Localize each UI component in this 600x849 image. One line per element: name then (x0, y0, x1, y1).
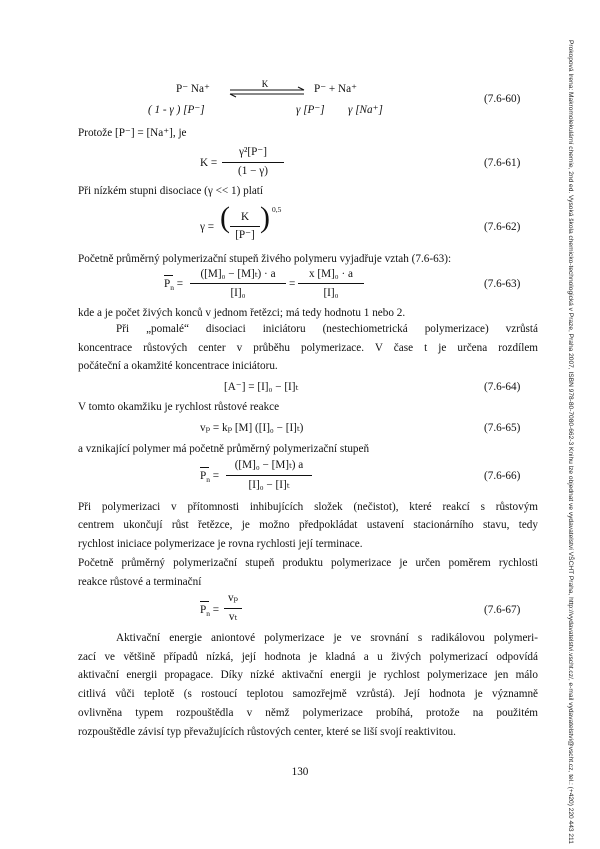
eq61-fraction-bar (222, 162, 284, 163)
eq61-number: (7.6-61) (484, 157, 521, 169)
text-kde-a: kde a je počet živých konců v jednom řetězci; má tedy hodnotu 1 nebo 2. (78, 307, 406, 319)
eq62-number: (7.6-62) (484, 221, 521, 233)
eq66-number: (7.6-66) (484, 470, 521, 482)
para1-line-1: Při „pomalé“ disociaci iniciátoru (nestechiometrická polymerizace) vzrůstá (116, 323, 538, 335)
para1-line-2: koncentrace růstových center v průběhu polymerizace. V čase t je určena rozdílem (78, 342, 538, 354)
eq61-numerator: γ²[P⁻] (239, 146, 267, 158)
eq67-denominator: vₜ (228, 611, 238, 623)
para4-line-2: zací ve většině případů nízká, její hodnota je kladná a u živých polymerizací odpovídá (78, 651, 538, 663)
equilibrium-arrows-icon (228, 80, 306, 98)
eq67-lhs: $P_n$ = (200, 604, 220, 619)
para4-line-6: rozpouštědle závisí typ převažujících růstových center, které se liší svojí reaktivitou. (78, 726, 456, 738)
para4-line-1: Aktivační energie aniontové polymerizace je ve srovnání s radikálovou polymeri- (116, 632, 538, 644)
eq63-number: (7.6-63) (484, 278, 521, 290)
text-v-tomto-okamziku: V tomto okamžiku je rychlost růstové reakce (78, 401, 280, 413)
eq60-arrow-label: K (261, 80, 269, 89)
eq63-pn-overbar (164, 275, 173, 276)
eq62-left-paren: ( (220, 201, 230, 234)
page-number: 130 (291, 766, 309, 778)
para1-line-3: počáteční a okamžité koncentrace iniciátoru. (78, 360, 278, 372)
eq62-exponent: 0,5 (272, 205, 282, 214)
eq66-fraction-bar (226, 475, 312, 476)
para4-line-5: ovlivněna typem rozpouštědla v němž polymerizace probíhá, protože na použitém (78, 707, 538, 719)
side-citation (560, 40, 574, 844)
para4-line-3: aktivační energii propagace. Díky nízké aktivační energii je rychlost polymerizace jen málo (78, 669, 538, 681)
eq63-fraction-bar-2 (298, 283, 364, 284)
eq67-pn-overbar (200, 601, 209, 602)
eq63-lhs: $P_n$ = (164, 278, 184, 293)
eq63-denominator-1: [I]₀ (230, 287, 246, 299)
eq62-numerator: K (240, 211, 250, 223)
eq62-right-paren: ) (260, 201, 270, 234)
para3-line-2: reakce růstové a terminační (78, 576, 202, 588)
eq66-lhs: $P_n$ = (200, 470, 220, 485)
para4-line-4: citlivá vůči teplotě (s rostoucí teplotou samozřejmě vzrůstá). Její hodnota je významně (78, 688, 538, 700)
eq67-number: (7.6-67) (484, 604, 521, 616)
eq60-sub-right: γ [Na⁺] (348, 104, 383, 116)
eq63-numerator-1: ([M]₀ − [M]ₜ) · a (200, 268, 276, 280)
eq62-fraction-bar (230, 226, 260, 227)
text-protoze: Protože [P⁻] = [Na⁺], je (78, 127, 187, 139)
eq67-numerator: vₚ (227, 592, 239, 604)
para2-line-1: Při polymerizaci v přítomnosti inhibujících složek (nečistot), které reakcí s růstovým (78, 501, 538, 513)
eq63-numerator-2: x [M]₀ · a (309, 268, 353, 280)
text-nizky-stupen: Při nízkém stupni disociace (γ << 1) platí (78, 185, 264, 197)
side-citation-text: Prokopová Irena: Makromolekulární chemie, 2nd ed. Vysoká škola chemicko-technologická v Praze, Praha 2007, ISBN 978-80-7080-662-3 Knihu lze objednat ve vydavatelství VŠCHT Praha, http://vydavatelstvi.vscht.cz/, e-mail vydavatelstvi@vscht.cz, tel.: (+420) 220 443 211 (567, 40, 574, 844)
eq60-left: P⁻ Na⁺ (176, 83, 210, 95)
eq65-expression: vₚ = kₚ [M] ([I]₀ − [I]ₜ) (200, 422, 304, 434)
eq62-denominator: [P⁻] (235, 229, 255, 241)
eq60-number: (7.6-60) (484, 93, 521, 105)
para2-line-2: centrem ukončují růst řetězce, je možno předpokládat ustavení stacionárního stavu, tedy (78, 519, 538, 531)
text-vznikajici-polymer: a vznikající polymer má početně průměrný polymerizační stupeň (78, 443, 370, 455)
eq64-number: (7.6-64) (484, 381, 521, 393)
eq63-denominator-2: [I]₀ (323, 287, 339, 299)
eq64-expression: [A⁻] = [I]₀ − [I]ₜ (224, 381, 299, 393)
eq60-right: P⁻ + Na⁺ (314, 83, 357, 95)
eq63-equals: = (289, 278, 296, 290)
text-pocetne-prumerny: Početně průměrný polymerizační stupeň živého polymeru vyjadřuje vztah (7.6-63): (78, 253, 452, 265)
eq65-number: (7.6-65) (484, 422, 521, 434)
eq61-denominator: (1 − γ) (238, 165, 268, 177)
eq61-lhs: K = (200, 157, 218, 169)
eq60-sub-mid: γ [P⁻] (296, 104, 325, 116)
para2-line-3: rychlost iniciace polymerizace je rovna rychlosti její terminace. (78, 538, 363, 550)
eq62-lhs: γ = (200, 221, 215, 233)
eq66-pn-overbar (200, 467, 209, 468)
eq60-sub-left: ( 1 - γ ) [P⁻] (148, 104, 205, 116)
eq67-fraction-bar (224, 608, 242, 609)
eq63-fraction-bar-1 (190, 283, 286, 284)
eq66-numerator: ([M]₀ − [M]ₜ) a (234, 459, 304, 471)
eq66-denominator: [I]₀ − [I]ₜ (248, 479, 290, 491)
para3-line-1: Početně průměrný polymerizační stupeň produktu polymerizace je určen poměrem rychlosti (78, 557, 538, 569)
